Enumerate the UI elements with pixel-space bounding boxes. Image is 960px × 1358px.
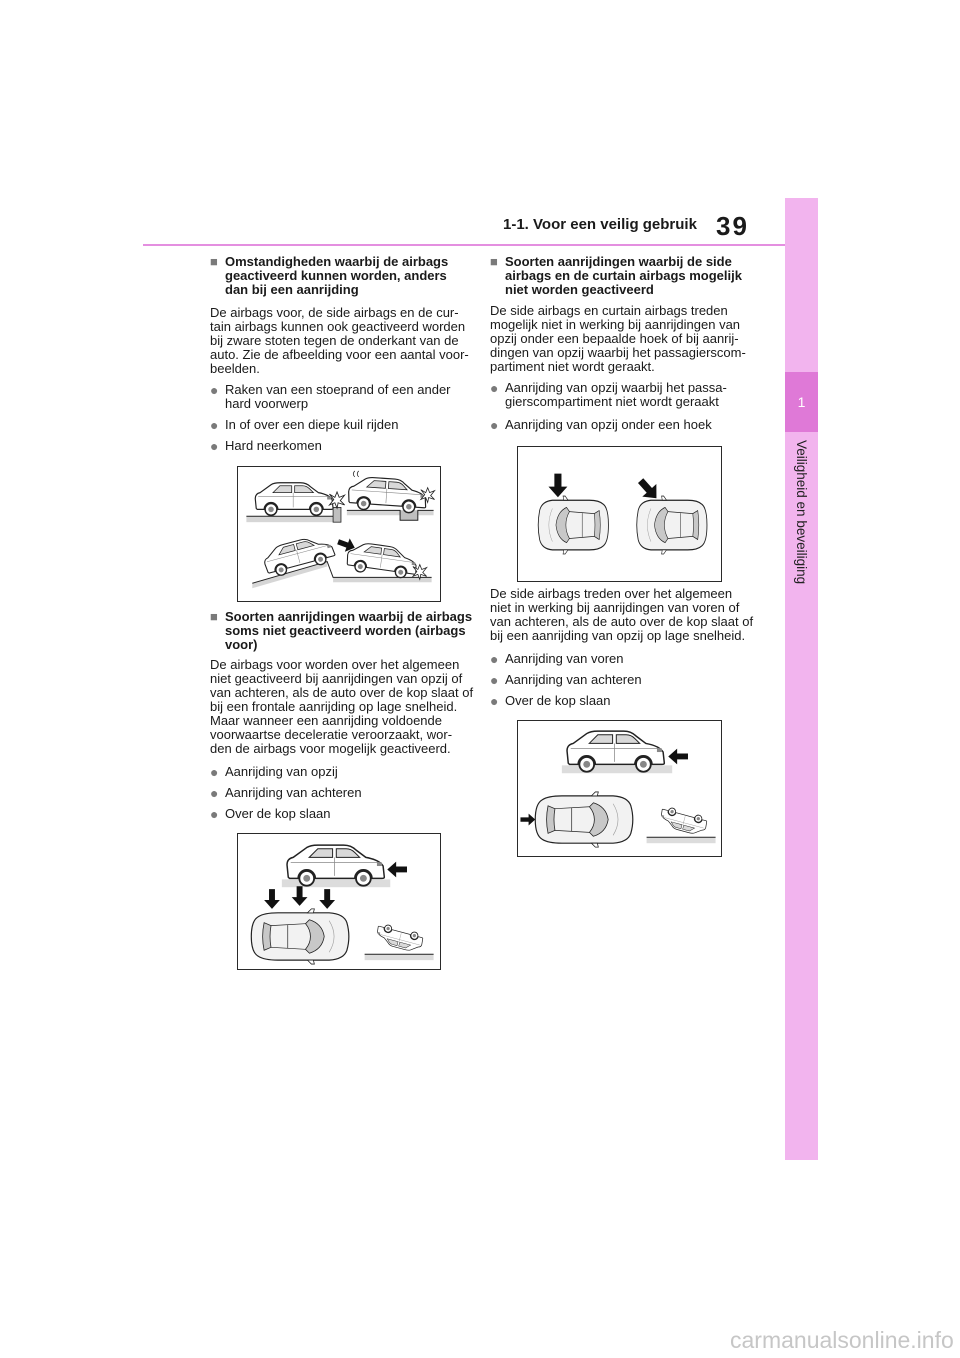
heading-line: voor) xyxy=(225,637,258,652)
list-item xyxy=(210,383,482,411)
list-item xyxy=(490,418,762,432)
heading-line: niet worden geactiveerd xyxy=(505,282,654,297)
paragraph-line: den de airbags voor mogelijk geactiveerd. xyxy=(210,741,451,756)
paragraph-line: van achteren, als de auto over de kop slaat of xyxy=(490,614,754,629)
list-item-text: Aanrijding van opzij waarbij het passa- xyxy=(505,380,727,395)
figure-side-airbag-collisions xyxy=(517,720,722,857)
heading-side-airbag-non-activation xyxy=(490,255,762,297)
chapter-tab[interactable]: 1 xyxy=(785,372,818,432)
heading-activation-circumstances xyxy=(210,255,482,297)
list-item-text: Aanrijding van opzij onder een hoek xyxy=(505,417,712,432)
list-item xyxy=(490,652,762,666)
list-item-text: Over de kop slaan xyxy=(225,806,331,821)
list-item xyxy=(490,381,762,409)
chapter-title: Veiligheid en beveiliging xyxy=(794,440,809,585)
illustration xyxy=(238,834,440,969)
figure-curb-pothole-landing xyxy=(237,466,441,602)
car-side-view xyxy=(255,483,333,516)
section-title: 1-1. Voor een veilig gebruik xyxy=(503,216,697,233)
paragraph-line: bij een aanrijding van opzij op lage snelheid. xyxy=(490,628,746,643)
heading-line: geactiveerd kunnen worden, anders xyxy=(225,268,447,283)
list-item xyxy=(210,439,482,453)
arrow-icon xyxy=(548,474,567,498)
paragraph-line: van achteren, als de auto over de kop slaat of xyxy=(210,685,474,700)
road-shadow xyxy=(333,577,432,582)
circle-bullet-icon: ● xyxy=(490,417,499,433)
list-item-text: Hard neerkomen xyxy=(225,438,322,453)
heading-front-airbag-non-activation xyxy=(210,610,482,652)
overturned-car xyxy=(658,806,708,837)
road-shadow xyxy=(365,954,434,960)
list-item-text: Aanrijding van opzij xyxy=(225,764,338,779)
list-item xyxy=(490,673,762,687)
square-bullet-icon: ■ xyxy=(210,254,218,269)
paragraph-line: De side airbags en curtain airbags treden xyxy=(490,303,728,318)
list-item-text: gierscompartiment niet wordt geraakt xyxy=(505,394,719,409)
paragraph-line: tain airbags kunnen ook geactiveerd worden xyxy=(210,319,466,334)
paragraph-line: bij zware stoten tegen de onderkant van de xyxy=(210,333,459,348)
arrow-icon xyxy=(319,889,335,909)
car-top-view xyxy=(538,496,608,554)
car-side-view xyxy=(347,476,427,514)
arrow-icon xyxy=(387,862,407,878)
paragraph-line: mogelijk niet in werking bij aanrijdingen van xyxy=(490,317,741,332)
car-side-view xyxy=(346,541,419,580)
list-item-text: hard voorwerp xyxy=(225,396,309,411)
road-shadow xyxy=(562,765,672,773)
intro-paragraph xyxy=(210,306,482,376)
overturned-car xyxy=(374,923,424,954)
paragraph-line: niet geactiveerd bij aanrijdingen van opzij of xyxy=(210,671,463,686)
circle-bullet-icon: ● xyxy=(210,806,219,822)
list-item-text: Raken van een stoeprand of een ander xyxy=(225,382,451,397)
list-item-text: In of over een diepe kuil rijden xyxy=(225,417,399,432)
paragraph-line: niet in werking bij aanrijdingen van voren of xyxy=(490,600,740,615)
paragraph-line: partiment niet wordt geraakt. xyxy=(490,359,655,374)
illustration xyxy=(518,447,721,581)
chapter-sidebar xyxy=(785,198,818,1160)
circle-bullet-icon: ● xyxy=(490,380,499,396)
list-item-text: Aanrijding van achteren xyxy=(225,785,362,800)
list-item xyxy=(210,807,482,821)
list-item-text: Aanrijding van voren xyxy=(505,651,624,666)
motion-lines xyxy=(353,471,358,477)
list-item xyxy=(210,418,482,432)
list-item-text: Over de kop slaan xyxy=(505,693,611,708)
circle-bullet-icon: ● xyxy=(490,651,499,667)
side-airbag-paragraph xyxy=(490,304,762,374)
square-bullet-icon: ■ xyxy=(210,609,218,624)
road-shadow xyxy=(246,516,335,522)
circle-bullet-icon: ● xyxy=(210,417,219,433)
road-shadow xyxy=(647,837,716,843)
paragraph-line: auto. Zie de afbeelding voor een aantal voor- xyxy=(210,347,469,362)
heading-line: airbags en de curtain airbags mogelijk xyxy=(505,268,742,283)
road-shadow xyxy=(282,879,390,887)
heading-line: soms niet geactiveerd worden (airbags xyxy=(225,623,466,638)
heading-line: Soorten aanrijdingen waarbij de side xyxy=(505,254,732,269)
list-item-text: Aanrijding van achteren xyxy=(505,672,642,687)
paragraph-line: dingen van opzij waarbij het passagierscom- xyxy=(490,345,746,360)
paragraph-line: bij een frontale aanrijding op lage snelheid. xyxy=(210,699,458,714)
heading-line: Soorten aanrijdingen waarbij de airbags xyxy=(225,609,473,624)
circle-bullet-icon: ● xyxy=(210,785,219,801)
illustration xyxy=(238,467,440,601)
arrow-icon xyxy=(668,749,688,765)
paragraph-line: beelden. xyxy=(210,361,260,376)
car-top-view xyxy=(251,909,349,964)
paragraph-line: voorwaartse deceleratie veroorzaakt, wor- xyxy=(210,727,453,742)
arrow-icon xyxy=(264,889,280,909)
header-rule xyxy=(143,244,785,246)
list-item xyxy=(210,765,482,779)
paragraph-line: De airbags voor worden over het algemeen xyxy=(210,657,460,672)
heading-line: Omstandigheden waarbij de airbags xyxy=(225,254,449,269)
circle-bullet-icon: ● xyxy=(210,382,219,398)
front-airbag-paragraph xyxy=(210,658,482,756)
side-airbag-paragraph-2 xyxy=(490,587,762,643)
arrow-icon xyxy=(520,814,535,826)
illustration xyxy=(518,721,721,856)
paragraph-line: Maar wanneer een aanrijding voldoende xyxy=(210,713,442,728)
paragraph-line: De side airbags treden over het algemeen xyxy=(490,586,733,601)
car-top-view xyxy=(535,792,633,847)
arrow-icon xyxy=(292,886,308,906)
page-number: 39 xyxy=(716,211,749,241)
circle-bullet-icon: ● xyxy=(210,438,219,454)
watermark: carmanualsonline.info xyxy=(730,1327,954,1353)
heading-line: dan bij een aanrijding xyxy=(225,282,359,297)
circle-bullet-icon: ● xyxy=(490,693,499,709)
circle-bullet-icon: ● xyxy=(210,764,219,780)
figure-angled-side-collision xyxy=(517,446,722,582)
road-shadow xyxy=(347,510,434,515)
circle-bullet-icon: ● xyxy=(490,672,499,688)
list-item xyxy=(490,694,762,708)
paragraph-line: De airbags voor, de side airbags en de cur- xyxy=(210,305,459,320)
square-bullet-icon: ■ xyxy=(490,254,498,269)
paragraph-line: opzij onder een bepaalde hoek of bij aanrij- xyxy=(490,331,739,346)
curb xyxy=(333,507,341,522)
list-item xyxy=(210,786,482,800)
car-top-view xyxy=(637,496,707,554)
figure-front-airbag-collisions xyxy=(237,833,441,970)
